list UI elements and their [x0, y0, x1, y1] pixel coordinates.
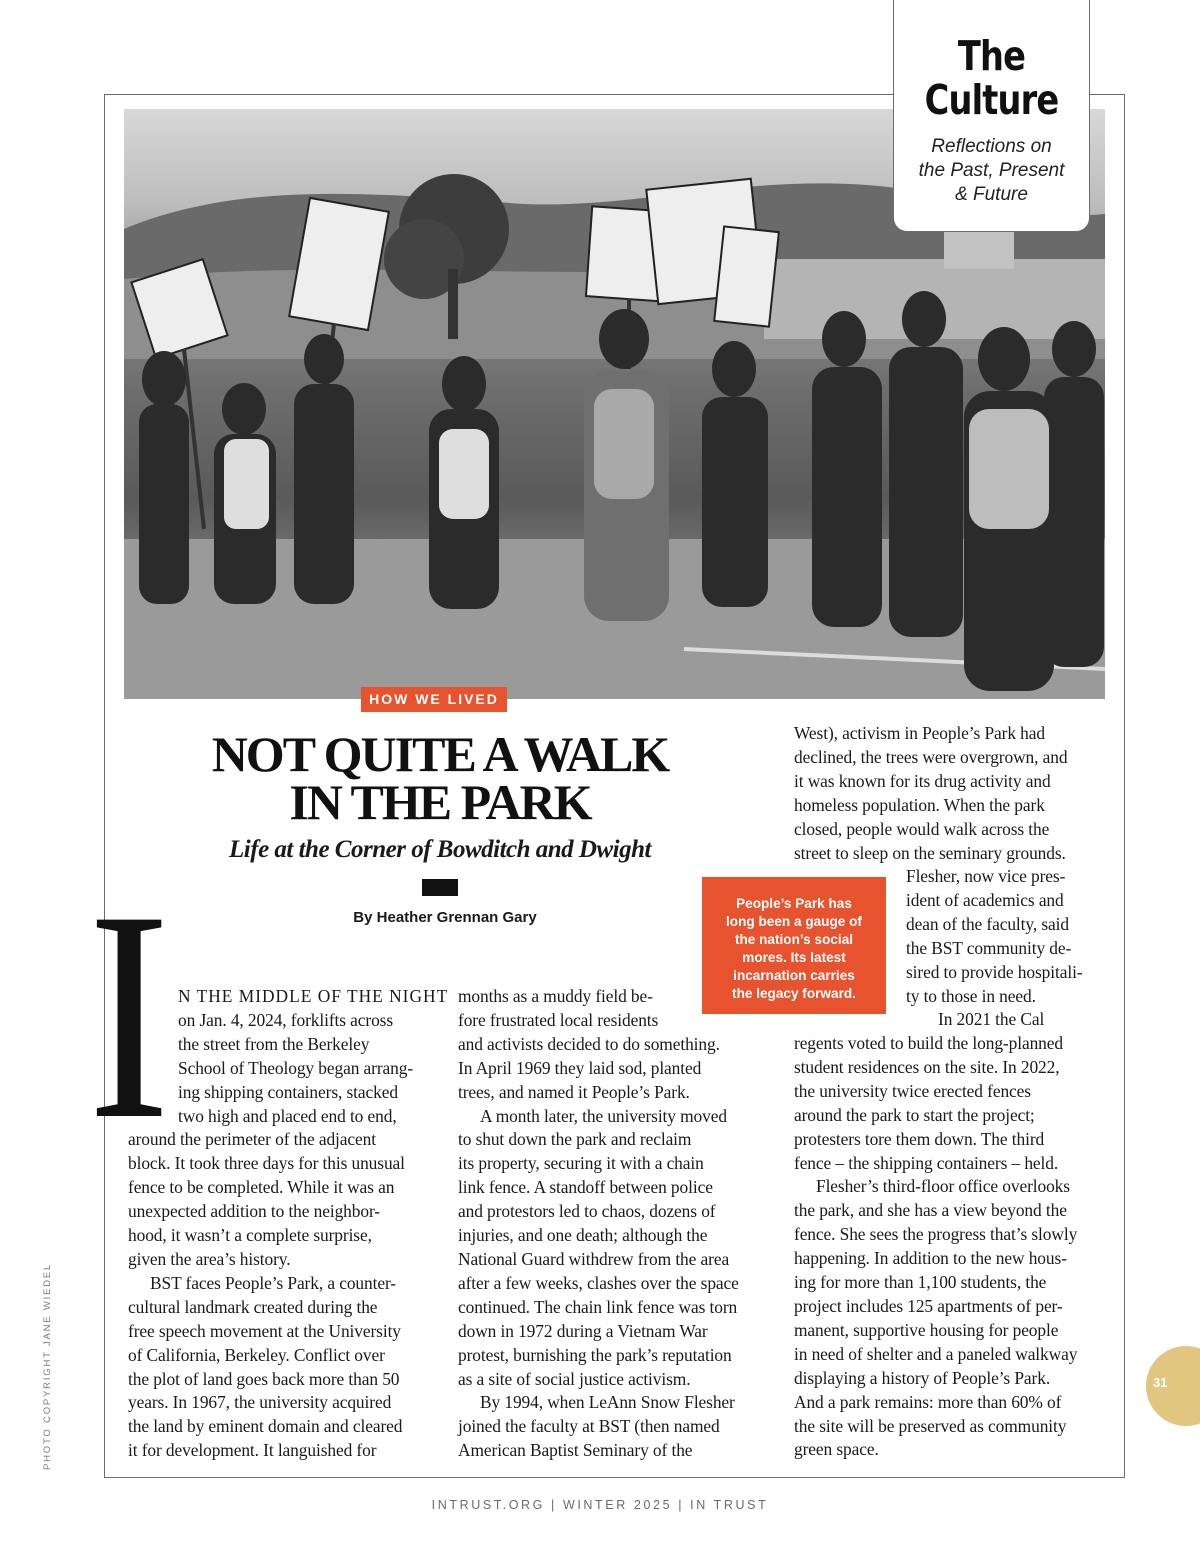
text-line: around the park to start the project;: [794, 1104, 1035, 1125]
text-line: as a site of social justice activism.: [458, 1368, 691, 1389]
text-line: protest, burnishing the park’s reputation: [458, 1344, 732, 1365]
text-line: happening. In addition to the new hous-: [794, 1248, 1067, 1269]
text-line: West), activism in People’s Park had: [794, 723, 1045, 743]
pull-quote: [702, 877, 886, 1014]
pull-quote-line: incarnation carries: [733, 968, 855, 983]
text-line: American Baptist Seminary of the: [458, 1440, 693, 1461]
article-headline: NOT QUITE A WALK IN THE PARK: [211, 726, 669, 830]
text-line: the site will be preserved as community: [794, 1415, 1067, 1436]
text-line: ing shipping containers, stacked: [178, 1081, 398, 1102]
photo-credit: PHOTO COPYRIGHT JANE WIEDEL: [42, 1262, 53, 1470]
pull-quote-line: long been a gauge of: [726, 914, 862, 929]
text-line: hood, it wasn’t a complete surprise,: [128, 1225, 372, 1246]
text-line: ty to those in need.: [906, 985, 1036, 1006]
text-line: fence to be completed. While it was an: [128, 1177, 395, 1198]
text-line: it for development. It languished for: [128, 1440, 377, 1461]
text-line: of California, Berkeley. Conflict over: [128, 1344, 385, 1365]
text-line: N THE MIDDLE OF THE NIGHT: [178, 986, 449, 1006]
section-tab-the-culture: [893, 0, 1090, 232]
text-line: sired to provide hospitali-: [906, 961, 1083, 982]
text-line: on Jan. 4, 2024, forklifts across: [178, 1009, 394, 1030]
text-line: in need of shelter and a paneled walkway: [794, 1343, 1078, 1364]
text-line: and protestors led to chaos, dozens of: [458, 1201, 716, 1222]
text-line: protesters tore them down. The third: [794, 1128, 1045, 1149]
text-line: after a few weeks, clashes over the space: [458, 1272, 739, 1293]
text-line: ing for more than 1,100 students, the: [794, 1272, 1047, 1293]
text-line: given the area’s history.: [128, 1248, 291, 1269]
article-column-2: [458, 985, 778, 1463]
text-line: fence. She sees the progress that’s slowly: [794, 1224, 1078, 1245]
text-line: the land by eminent domain and cleared: [128, 1416, 403, 1437]
drop-cap: I: [88, 849, 170, 1181]
text-line: School of Theology began arrang-: [178, 1057, 414, 1078]
text-line: And a park remains: more than 60% of: [794, 1391, 1062, 1412]
text-line: displaying a history of People’s Park.: [794, 1367, 1051, 1388]
text-line: dean of the faculty, said: [906, 913, 1069, 934]
text-line: fence – the shipping containers – held.: [794, 1152, 1059, 1173]
text-line: fore frustrated local residents: [458, 1009, 659, 1030]
text-line: the university twice erected fences: [794, 1080, 1031, 1101]
pull-quote-line: mores. Its latest: [742, 950, 846, 965]
text-line: street to sleep on the seminary grounds.: [794, 842, 1066, 863]
page-footer: INTRUST.ORG | WINTER 2025 | IN TRUST: [431, 1498, 769, 1512]
text-line: joined the faculty at BST (then named: [458, 1416, 720, 1437]
text-line: around the perimeter of the adjacent: [128, 1129, 376, 1150]
section-tagline: Reflections on the Past, Present & Future: [918, 136, 1065, 205]
text-line: it was known for its drug activity and: [794, 770, 1051, 791]
text-line: continued. The chain link fence was torn: [458, 1296, 738, 1317]
pull-quote-line: the nation’s social: [734, 932, 854, 947]
text-line: BST faces People’s Park, a counter-: [150, 1272, 396, 1293]
pull-quote-line: People’s Park has: [736, 896, 852, 911]
page-number-tab: [1146, 1346, 1200, 1426]
text-line: injuries, and one death; although the: [458, 1225, 708, 1246]
text-line: to shut down the park and reclaim: [458, 1129, 692, 1150]
headline-divider: [422, 879, 458, 896]
article-subhead: Life at the Corner of Bowditch and Dwight: [229, 836, 651, 863]
page-number: 31: [1153, 1375, 1168, 1390]
text-line: link fence. A standoff between police: [458, 1177, 713, 1198]
text-line: Flesher’s third-floor office overlooks: [816, 1176, 1070, 1197]
text-line: two high and placed end to end,: [178, 1105, 397, 1126]
text-line: cultural landmark created during the: [128, 1296, 378, 1317]
section-title: The Culture: [924, 32, 1059, 124]
text-line: the street from the Berkeley: [178, 1033, 370, 1054]
text-line: National Guard withdrew from the area: [458, 1248, 730, 1269]
text-line: Flesher, now vice pres-: [906, 866, 1066, 886]
text-line: closed, people would walk across the: [794, 818, 1050, 839]
text-line: and activists decided to do something.: [458, 1033, 720, 1054]
article-column-3-wrap: [906, 865, 1116, 1032]
pull-quote-line: the legacy forward.: [732, 986, 856, 1001]
text-line: project includes 125 apartments of per-: [794, 1295, 1063, 1316]
section-kicker: HOW WE LIVED: [361, 687, 507, 712]
text-line: unexpected addition to the neighbor-: [128, 1201, 381, 1222]
text-line: years. In 1967, the university acquired: [128, 1392, 392, 1413]
text-line: the park, and she has a view beyond the: [794, 1200, 1067, 1221]
text-line: free speech movement at the University: [128, 1320, 401, 1341]
text-line: down in 1972 during a Vietnam War: [458, 1320, 708, 1341]
text-line: green space.: [794, 1439, 879, 1460]
byline: By Heather Grennan Gary: [353, 909, 537, 926]
text-line: ident of academics and: [906, 889, 1064, 910]
article-column-3-top: [794, 722, 1114, 865]
text-line: By 1994, when LeAnn Snow Flesher: [480, 1392, 735, 1413]
text-line: months as a muddy field be-: [458, 986, 653, 1006]
article-column-1: [128, 985, 448, 1463]
text-line: regents voted to build the long-planned: [794, 1033, 1063, 1053]
text-line: its property, securing it with a chain: [458, 1153, 704, 1174]
text-line: student residences on the site. In 2022,: [794, 1056, 1060, 1077]
text-line: the plot of land goes back more than 50: [128, 1368, 400, 1389]
text-line: In 2021 the Cal: [938, 1009, 1045, 1030]
text-line: the BST community de-: [906, 937, 1072, 958]
text-line: In April 1969 they laid sod, planted: [458, 1057, 702, 1078]
text-line: manent, supportive housing for people: [794, 1319, 1059, 1340]
article-column-3-bottom: [794, 1032, 1114, 1462]
text-line: homeless population. When the park: [794, 794, 1045, 815]
text-line: block. It took three days for this unusual: [128, 1153, 405, 1174]
text-line: A month later, the university moved: [480, 1105, 727, 1126]
text-line: trees, and named it People’s Park.: [458, 1081, 690, 1102]
text-line: declined, the trees were overgrown, and: [794, 746, 1068, 767]
